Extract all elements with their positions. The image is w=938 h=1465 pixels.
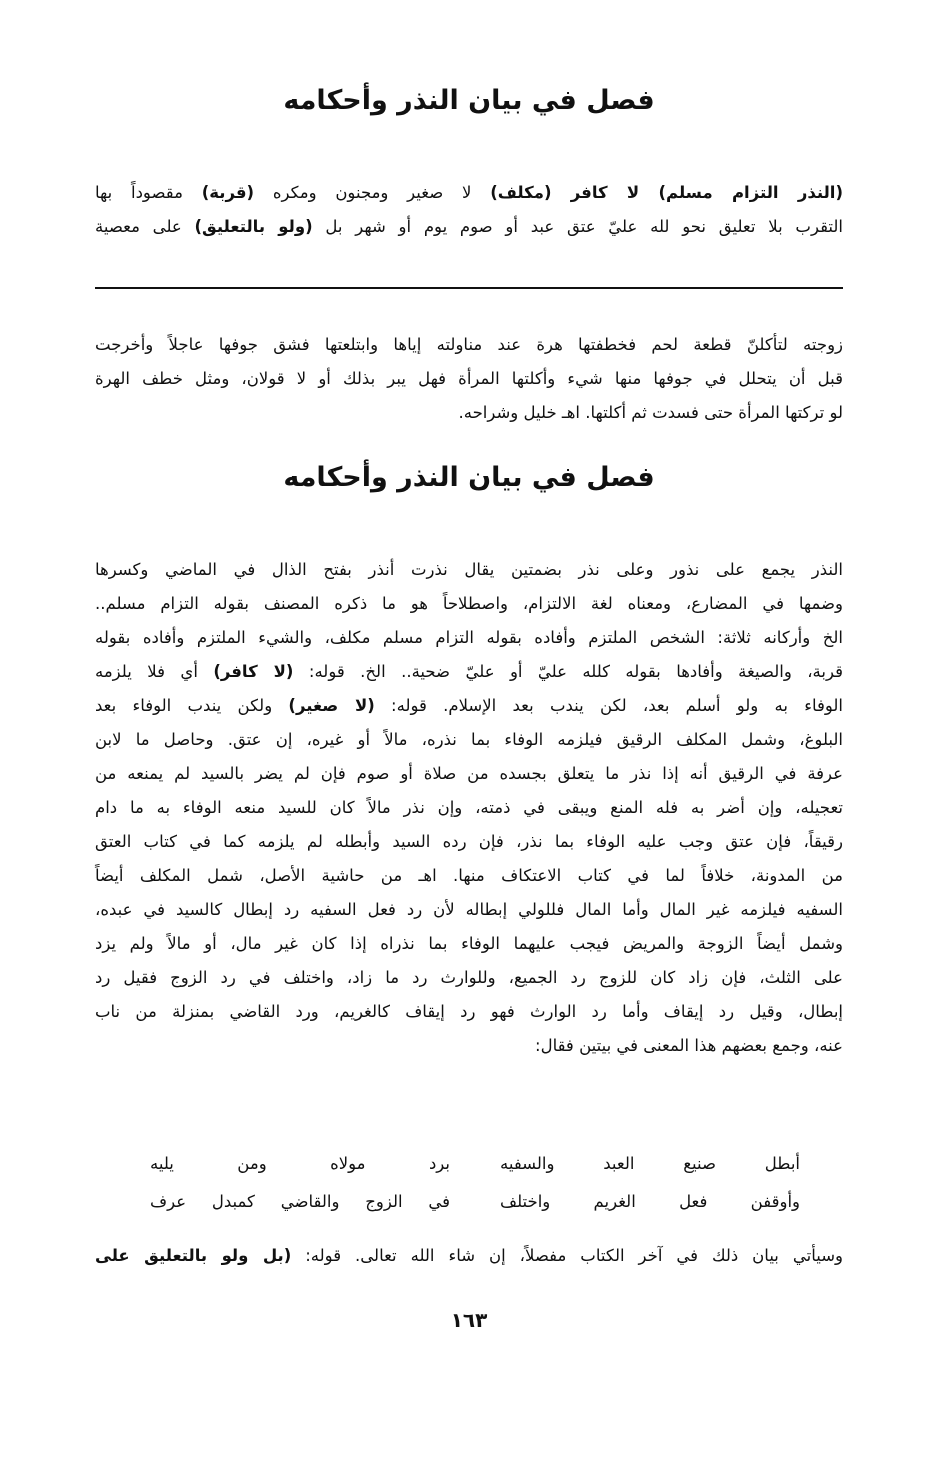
text-segment: على معصية [95,217,195,236]
text-line [95,859,843,893]
closing-text [95,1239,843,1273]
text-line [95,825,843,859]
text-line [95,791,843,825]
text-segment: إبطال، وقيل رد إيقاف وأما رد الوارث فهو رد إيقاف كالغريم، ورد القاضي بمنزلة من ناب [95,1002,843,1021]
verse-second-hemistich: برد مولاه ومن يليه [150,1154,450,1173]
text-line [95,176,843,210]
matn-text [95,176,843,244]
page-number: ١٦٣ [450,1308,488,1332]
text-line [95,893,843,927]
text-line [95,655,843,689]
poem-verse [150,1183,800,1221]
commentary-text [95,553,843,1063]
text-line [95,689,843,723]
text-segment: النذر يجمع على نذور وعلى نذر بضمتين يقال نذرت أنذر بفتح الذال في الماضي وكسرها [95,560,843,579]
text-segment: الوفاء به ولو أسلم بعد، لكن يندب بعد الإسلام. قوله: [374,696,843,715]
text-line: قبل أن يتحلل في جوفها منها شيء وأكلتها المرأة فهل يبر بذلك أو لا قولان، ومثل خطف الهرة [95,369,843,388]
text-line [95,621,843,655]
text-line: لو تركتها المرأة حتى فسدت ثم أكلتها. اهـ خليل وشراحه. [458,403,843,422]
bold-quote-segment: (لا صغير) [288,696,375,715]
text-segment: وشمل أيضاً الزوجة والمريض فيجب عليهما الوفاء بما نذراه إذا كان غير مال، أو مالاً ولم يزد [95,934,843,953]
text-segment: وضمها في المضارع، ومعناه لغة الالتزام، واصطلاحاً هو ما ذكره المصنف بقوله التزام مسلم.. [95,594,843,613]
text-segment: وسيأتي بيان ذلك في آخر الكتاب مفصلاً، إن شاء الله تعالى. قوله: [291,1246,843,1265]
poem-verse [150,1145,800,1183]
text-line [95,723,843,757]
text-line [95,757,843,791]
text-segment: لا صغير ومجنون ومكره [254,183,491,202]
text-segment: التقرب بلا تعليق نحو لله عليّ عتق عبد أو صوم يوم أو شهر بل [312,217,844,236]
text-segment: ولكن يندب الوفاء بعد [95,696,289,715]
matn-section-title: فصل في بيان النذر وأحكامه [283,85,655,116]
text-segment: البلوغ، وشمل المكلف الرقيق فيلزمه الوفاء بما نذره، مالاً أو غيره، إن عتق. وحاصل ما لابن [95,730,843,749]
text-segment: قربة، والصيغة وأفادها بقوله كلله عليّ أو عليّ ضحية.. الخ. قوله: [293,662,843,681]
bold-quote-segment: (لا كافر) [213,662,294,681]
text-segment: من المدونة، خلافاً لما في كتاب الاعتكاف منها. اهـ من حاشية الأصل، شمل المكلف أيضاً [95,866,843,885]
text-line [95,927,843,961]
verse-first-hemistich: أبطل صنيع العبد والسفيه [500,1154,800,1173]
text-segment: عرفة في الرقيق أنه إذا نذر ما يتعلق بجسده من صلاة أو صوم فإن لم يضر بالسيد لم يمنعه من [95,764,843,783]
text-line [95,995,843,1029]
text-line [95,587,843,621]
text-segment: الخ وأركانه ثلاثة: الشخص الملتزم وأفاده بقوله التزام مسلم مكلف، والشيء الملتزم وأفاده بقوله [95,628,843,647]
text-line: زوجته لتأكلنّ قطعة لحم فخطفتها هرة عند مناولته إياها وابتلعتها فشق جوفها عاجلاً وأخرجت [95,335,843,354]
commentary-section-title: فصل في بيان النذر وأحكامه [283,462,655,493]
text-line [95,210,843,244]
bold-quote-segment: (بل ولو بالتعليق على [95,1246,292,1265]
text-line [95,1029,843,1063]
text-line [95,961,843,995]
text-line [95,553,843,587]
separator-rule [95,287,843,289]
previous-commentary [95,328,843,430]
verse-first-hemistich: وأوقفن فعل الغريم واختلف [500,1192,800,1211]
text-segment: مقصوداً بها [95,183,202,202]
text-line [95,1239,843,1273]
poem [150,1145,800,1221]
text-segment: على الثلث، فإن زاد كان للزوج رد الجميع، وللوارث رد ما زاد، واختلف في رد الزوج فقيل رد [95,968,843,987]
bold-quote-segment: (ولو بالتعليق) [194,217,313,236]
bold-quote-segment: (قربة) [201,183,255,202]
text-segment: أي فلا يلزمه [95,662,214,681]
text-segment: عنه، وجمع بعضهم هذا المعنى في بيتين فقال: [535,1036,843,1055]
text-segment: السفيه فيلزمه غير المال وأما المال فللولي إبطاله لأن رد فعل السفيه رد إبطال كالسيد في عبده، [95,900,843,919]
text-segment: تعجيله، وإن أضر به فله المنع ويبقى في ذمته، وإن نذر مالاً كان للسيد منعه الوفاء به ما دام [95,798,843,817]
verse-second-hemistich: في الزوج والقاضي كمبدل عرف [150,1192,450,1211]
text-segment: رقيقاً، فإن عتق وجب عليه الوفاء بما نذر، فإن رده السيد وأبطله لم يلزمه كما في كتاب العتق [95,832,843,851]
bold-quote-segment: (النذر التزام مسلم) لا كافر (مكلف) [490,183,843,202]
